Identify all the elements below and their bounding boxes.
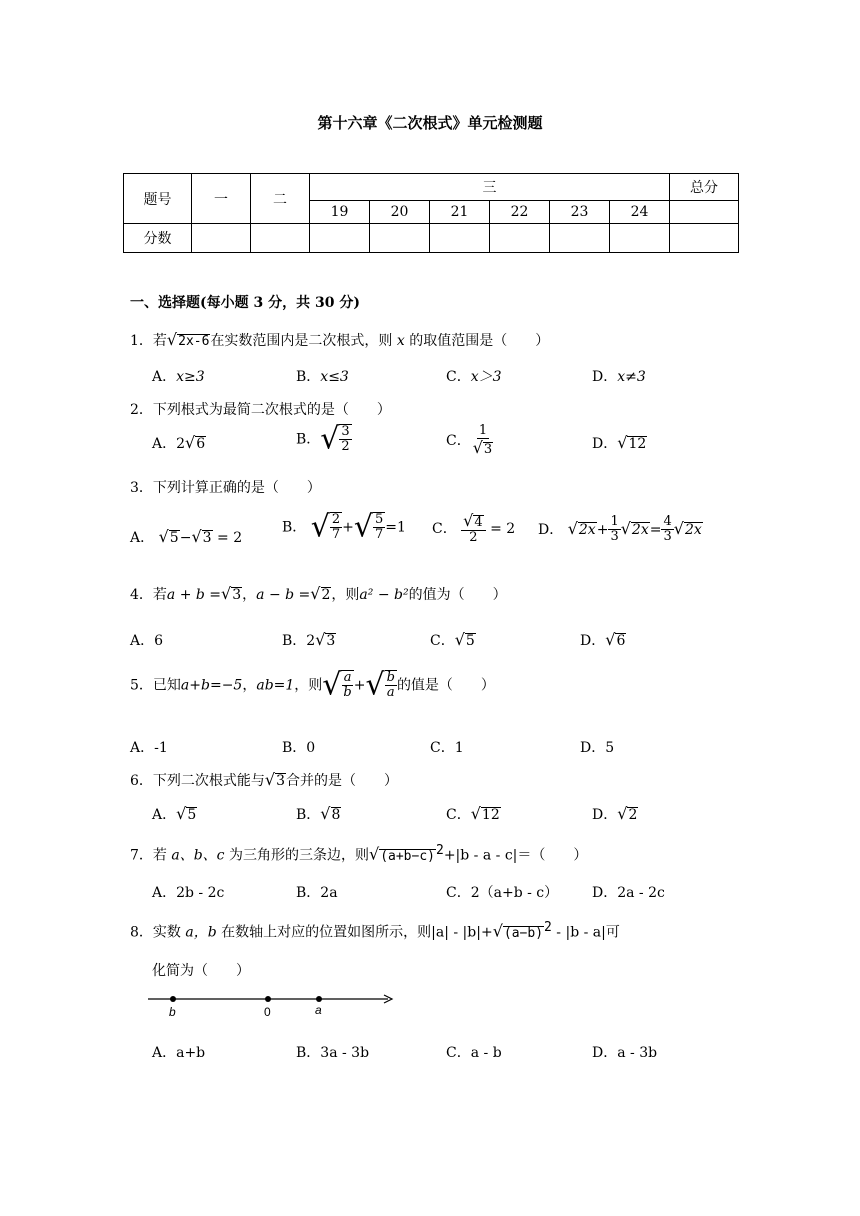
label-a: a: [315, 1003, 322, 1017]
q1-option-d[interactable]: D．x≠3: [592, 369, 646, 385]
table-cell-19: 19: [310, 201, 370, 224]
table-cell-22: 22: [490, 201, 550, 224]
q4-option-d[interactable]: D．√6: [580, 630, 626, 649]
q8-option-c[interactable]: C．a - b: [446, 1045, 502, 1061]
table-cell-blank: [610, 224, 670, 253]
q5-option-b[interactable]: B．0: [282, 740, 316, 756]
question-6-stem: 6．下列二次根式能与√3合并的是（ ）: [130, 770, 399, 789]
table-cell-blank: [192, 224, 251, 253]
table-cell-20: 20: [370, 201, 430, 224]
page-title: 第十六章《二次根式》单元检测题: [317, 114, 543, 132]
q1-radicand: 2x-6: [178, 334, 210, 349]
q6-option-a[interactable]: A．√5: [152, 804, 197, 823]
question-3-stem: 3．下列计算正确的是（ ）: [130, 480, 321, 496]
question-5-stem: 5．已知a+b=−5，ab=1，则√ $\frac{a}{b}$ +√ $\frac{b}{a}$ 的值是（ ）: [130, 667, 495, 703]
point-b: [170, 996, 176, 1002]
table-cell-blank: [310, 224, 370, 253]
question-7-stem: 7．若 a、b、c 为三角形的三条边，则$√(a+b-c)^2+|b - a - c|=$（ ）: [130, 843, 588, 864]
q1-var: x: [396, 333, 405, 349]
label-0: 0: [264, 1005, 271, 1019]
q3-option-d[interactable]: D． √2x+ $\frac{1}{3}$ √2x= $\frac{4}{3}$ √2x: [538, 514, 702, 545]
q5-option-c[interactable]: C．1: [430, 740, 464, 756]
table-cell-blank: [670, 224, 739, 253]
q8-option-b[interactable]: B．3a - 3b: [296, 1045, 370, 1061]
q6-option-d[interactable]: D．√2: [592, 804, 638, 823]
label-b: b: [169, 1005, 176, 1019]
q2-option-d[interactable]: D．√12: [592, 433, 647, 452]
table-cell-23: 23: [550, 201, 610, 224]
q4-option-b[interactable]: B．2√3: [282, 630, 336, 649]
score-table: [123, 173, 739, 253]
section-heading: 一、选择题(每小题 3 分，共 30 分): [130, 295, 360, 311]
table-header-total: 总分: [670, 174, 739, 201]
table-cell-24: 24: [610, 201, 670, 224]
point-a: [316, 996, 322, 1002]
question-1-stem: [130, 330, 549, 350]
q2-option-b[interactable]: B．√ $\frac{3}{2}$: [296, 421, 350, 457]
q5-option-a[interactable]: A．-1: [130, 740, 168, 756]
point-0: [265, 996, 271, 1002]
sqrt-icon: √: [320, 421, 340, 457]
table-cell-blank: [430, 224, 490, 253]
q1-text: 1．若: [130, 333, 167, 349]
table-header-question-no: 题号: [124, 174, 192, 224]
table-cell-blank: [370, 224, 430, 253]
q5-option-d[interactable]: D．5: [580, 740, 615, 756]
table-header-part-2: 二: [251, 174, 310, 224]
q1-text: 的取值范围是（ ）: [409, 333, 550, 349]
table-header-part-3: 三: [310, 174, 670, 201]
q7-option-b[interactable]: B．2a: [296, 885, 338, 901]
number-line: [148, 990, 398, 1020]
q1-text: 在实数范围内是二次根式，则: [210, 333, 393, 349]
q6-option-b[interactable]: B．√8: [296, 804, 341, 823]
q3-option-a[interactable]: A． √5−√3 = 2: [130, 527, 243, 546]
table-cell-blank: [251, 224, 310, 253]
q2-option-c[interactable]: C． $\frac{1}{√3}$: [446, 423, 493, 458]
table-row-label-score: 分数: [124, 224, 192, 253]
q2-option-a[interactable]: A．2√6: [152, 433, 206, 452]
q3-option-b[interactable]: B． √ $\frac{2}{7}$ +√ $\frac{5}{7}$ =1: [282, 509, 406, 545]
table-header-part-1: 一: [192, 174, 251, 224]
q4-option-a[interactable]: A．6: [130, 633, 164, 649]
q1-option-b[interactable]: B．x≤3: [296, 369, 349, 385]
table-cell-21: 21: [430, 201, 490, 224]
question-4-stem: 4．若a + b =√3，a − b =√2，则a² − b²的值为（ ）: [130, 584, 507, 603]
q6-option-c[interactable]: C．√12: [446, 804, 500, 823]
q7-option-d[interactable]: D．2a - 2c: [592, 885, 665, 901]
table-cell-blank: [490, 224, 550, 253]
q1-option-a[interactable]: A．x≥3: [152, 369, 205, 385]
q8-option-d[interactable]: D．a - 3b: [592, 1045, 658, 1061]
q4-option-c[interactable]: C．√5: [430, 630, 475, 649]
sqrt-icon: √: [166, 330, 178, 349]
q1-option-c[interactable]: C．x＞3: [446, 369, 502, 385]
question-8-stem: 8．实数 a，b 在数轴上对应的位置如图所示，则$|a| - |b|+√(a-b)^2 - |b - a|$可: [130, 920, 620, 941]
question-2-stem: 2．下列根式为最简二次根式的是（ ）: [130, 402, 391, 418]
table-cell-blank: [550, 224, 610, 253]
q8-option-a[interactable]: A．a+b: [152, 1045, 206, 1061]
table-cell-total-blank: [670, 201, 739, 224]
q7-option-c[interactable]: C．2（a+b - c）: [446, 885, 559, 901]
q3-option-c[interactable]: C． $\frac{√4}{2}$ = 2: [432, 511, 516, 546]
q7-option-a[interactable]: A．2b - 2c: [152, 885, 225, 901]
question-8-stem-line2: 化简为（ ）: [152, 963, 250, 979]
